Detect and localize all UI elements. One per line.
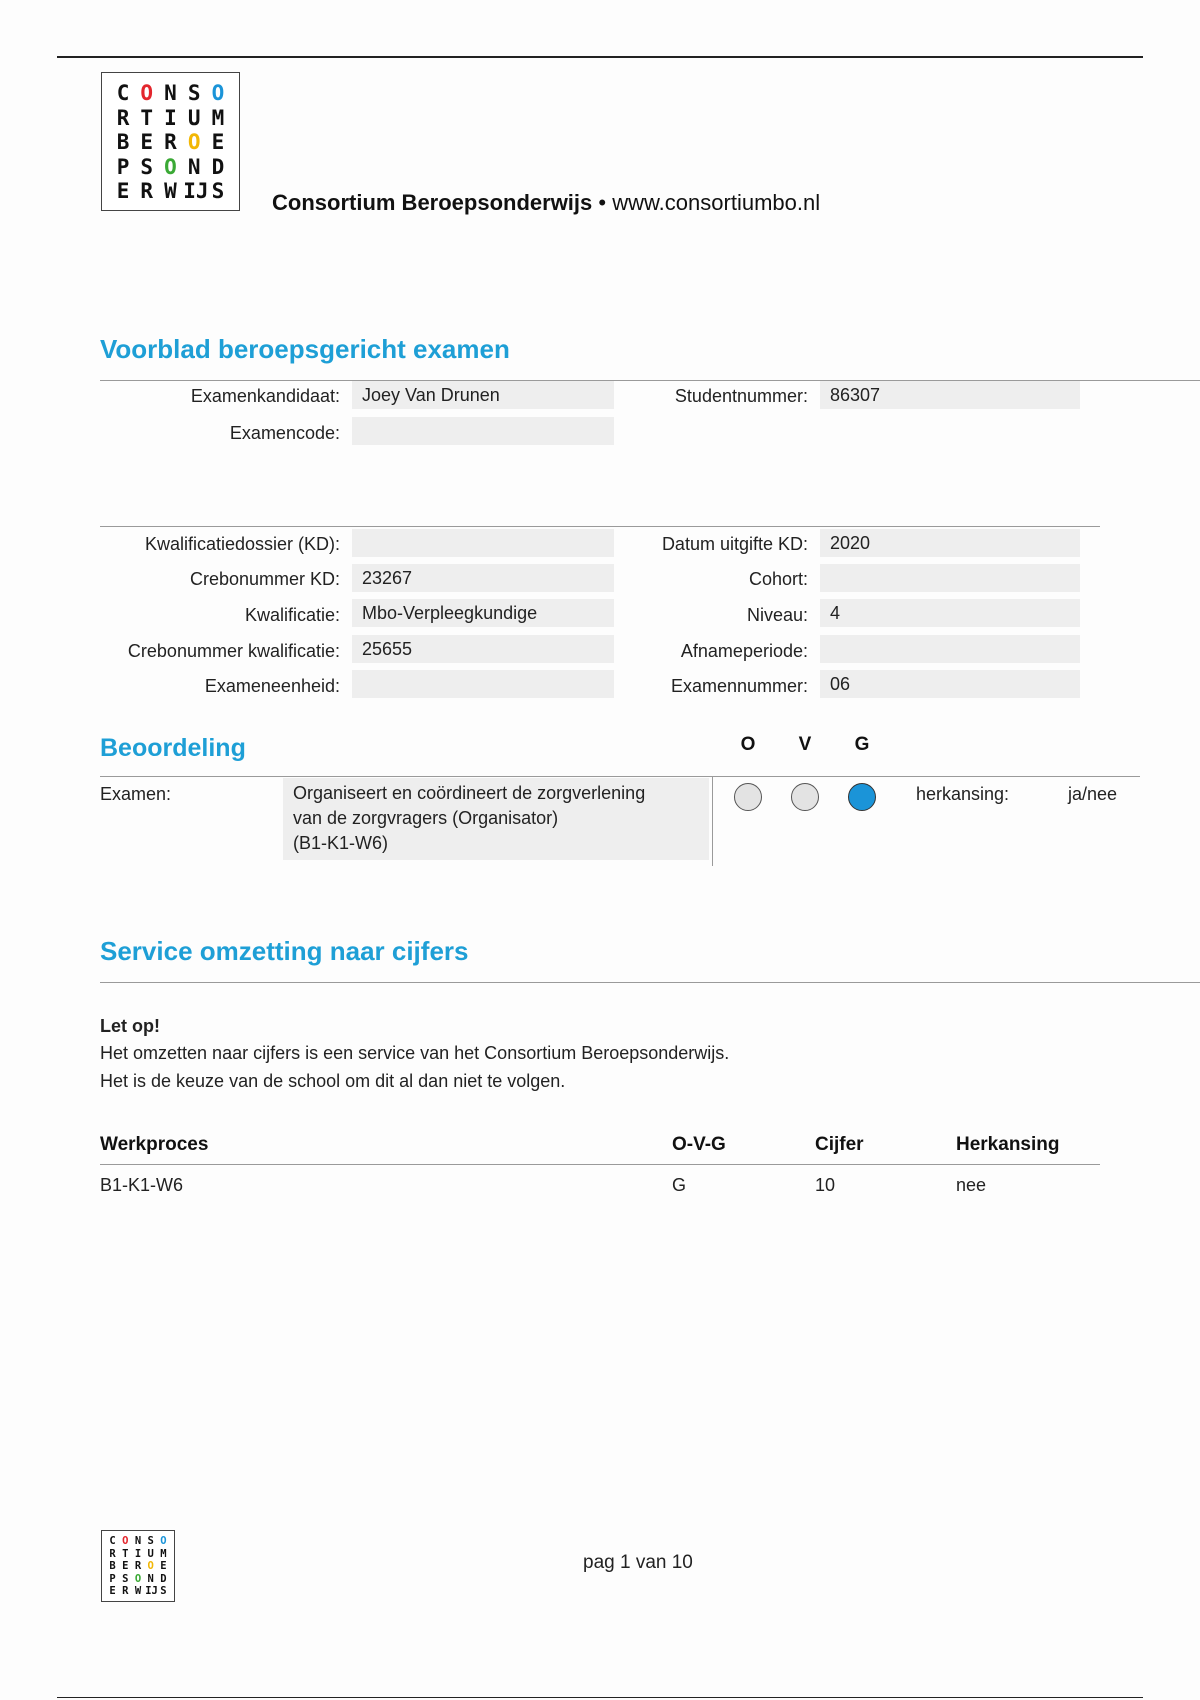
studentnummer-field[interactable]: 86307 <box>820 381 1080 409</box>
herkansing-label: herkansing: <box>916 784 1010 804</box>
logo-letter: O <box>211 81 225 105</box>
logo-letter: S <box>140 154 154 179</box>
logo-row <box>112 106 229 131</box>
logo-letter: N <box>187 154 201 179</box>
examencode-field[interactable] <box>352 417 614 445</box>
studentnummer-label: Studentnummer: <box>674 386 808 406</box>
table-header-cijfer: Cijfer <box>815 1134 864 1155</box>
logo-letter: S <box>147 1535 154 1547</box>
brand-separator: • <box>598 190 607 215</box>
table-cell-werkproces: B1-K1-W6 <box>100 1175 184 1195</box>
beoordeling-title: Beoordeling <box>100 734 246 762</box>
page-number: pag 1 van 10 <box>583 1552 693 1573</box>
logo-letter: I <box>134 1547 142 1560</box>
kwalificatie-field[interactable]: Mbo-Verpleegkundige <box>352 599 614 627</box>
logo-letter: W <box>164 179 177 204</box>
kd-field[interactable] <box>352 529 614 557</box>
note-line-1: Het omzetten naar cijfers is een service van het Consortium Beroepsonderwijs. <box>100 1043 730 1063</box>
top-rule <box>57 56 1143 58</box>
logo-row <box>107 1560 169 1573</box>
logo-letter: N <box>134 1535 142 1547</box>
logo-letter: P <box>109 1572 116 1585</box>
logo-letter: O <box>147 1560 154 1573</box>
examen-line-3: (B1-K1-W6) <box>293 833 389 853</box>
logo-letter: E <box>122 1560 129 1573</box>
datum-label: Datum uitgifte KD: <box>661 534 808 554</box>
logo-letter: N <box>147 1572 154 1585</box>
logo-letter: R <box>164 130 177 155</box>
logo-letter: E <box>160 1560 167 1573</box>
examennummer-field[interactable]: 06 <box>820 670 1080 698</box>
footer-consortium-logo <box>101 1530 175 1602</box>
logo-letter: O <box>122 1535 129 1547</box>
ovg-header-g: G <box>854 734 870 755</box>
radio-g[interactable] <box>848 783 876 811</box>
table-cell-cijfer: 10 <box>815 1175 836 1195</box>
cohort-label: Cohort: <box>748 569 808 589</box>
logo-letter: S <box>122 1572 129 1585</box>
table-header-herkansing: Herkansing <box>956 1134 1060 1155</box>
logo-letter: R <box>122 1585 129 1598</box>
logo-row <box>112 130 229 155</box>
logo-letter: T <box>122 1547 129 1560</box>
logo-letter: P <box>116 154 130 179</box>
logo-row <box>107 1535 169 1548</box>
examennummer-label: Examennummer: <box>670 676 808 696</box>
examenkandidaat-label: Examenkandidaat: <box>190 386 340 406</box>
logo-letter: C <box>109 1535 116 1547</box>
logo-letter: B <box>109 1560 116 1573</box>
examen-line-2: van de zorgvragers (Organisator) <box>293 808 559 828</box>
examenkandidaat-field[interactable]: Joey Van Drunen <box>352 381 614 409</box>
table-rule <box>100 1164 1100 1165</box>
crebo-kwalificatie-field[interactable]: 25655 <box>352 635 614 663</box>
afnameperiode-field[interactable] <box>820 635 1080 663</box>
table-cell-herkansing: nee <box>956 1175 987 1195</box>
logo-letter: IJ <box>145 1585 158 1598</box>
logo-row <box>112 179 229 204</box>
logo-letter: D <box>211 154 225 179</box>
examen-description <box>283 778 709 860</box>
logo-row <box>107 1585 169 1598</box>
service-title: Service omzetting naar cijfers <box>100 936 469 966</box>
logo-letter: N <box>164 81 177 105</box>
logo-letter: E <box>116 179 130 204</box>
cohort-field[interactable] <box>820 564 1080 592</box>
logo-letter: IJ <box>183 179 209 204</box>
logo-row <box>107 1548 169 1561</box>
herkansing-value[interactable]: ja/nee <box>1068 784 1118 804</box>
kd-rule <box>100 526 1100 527</box>
header-brand <box>272 190 820 216</box>
ovg-header-v: V <box>798 734 812 755</box>
table-header-ovg: O-V-G <box>672 1134 726 1155</box>
service-rule <box>100 982 1200 983</box>
logo-letter: O <box>134 1572 142 1585</box>
logo-letter: O <box>160 1535 167 1547</box>
logo-letter: W <box>134 1585 142 1598</box>
radio-v[interactable] <box>791 783 819 811</box>
ovg-header-o: O <box>740 734 756 755</box>
logo-letter: R <box>134 1560 142 1573</box>
brand-url[interactable]: www.consortiumbo.nl <box>612 190 821 215</box>
table-cell-ovg: G <box>672 1175 687 1195</box>
logo-letter: I <box>164 105 177 130</box>
bottom-rule <box>57 1697 1143 1698</box>
logo-letter: T <box>140 105 154 130</box>
logo-letter: B <box>116 130 130 155</box>
logo-letter: S <box>187 81 201 105</box>
crebo-kd-label: Crebonummer KD: <box>189 569 340 589</box>
logo-row <box>107 1573 169 1586</box>
logo-letter: U <box>187 105 201 130</box>
logo-letter: M <box>211 105 225 130</box>
logo-letter: C <box>116 81 130 105</box>
kwalificatie-label: Kwalificatie: <box>244 605 340 625</box>
logo-letter: R <box>140 179 154 204</box>
examen-divider <box>712 776 713 866</box>
niveau-field[interactable]: 4 <box>820 599 1080 627</box>
consortium-logo <box>101 72 240 211</box>
logo-letter: E <box>109 1585 116 1598</box>
logo-letter: M <box>160 1547 167 1560</box>
brand-name: Consortium Beroepsonderwijs <box>272 190 593 215</box>
niveau-label: Niveau: <box>746 605 808 625</box>
exameneenheid-label: Exameneenheid: <box>204 676 340 696</box>
logo-letter: E <box>140 130 154 155</box>
logo-letter: S <box>211 179 225 204</box>
exameneenheid-field[interactable] <box>352 670 614 698</box>
crebo-kwalificatie-label: Crebonummer kwalificatie: <box>127 641 340 661</box>
table-header-werkproces: Werkproces <box>100 1134 209 1155</box>
logo-letter: R <box>109 1547 116 1560</box>
logo-letter: S <box>160 1585 167 1598</box>
logo-letter: E <box>211 130 225 155</box>
logo-letter: O <box>187 130 201 155</box>
crebo-kd-field[interactable]: 23267 <box>352 564 614 592</box>
logo-row <box>112 81 229 106</box>
logo-letter: O <box>140 81 154 105</box>
datum-field[interactable]: 2020 <box>820 529 1080 557</box>
afnameperiode-label: Afnameperiode: <box>680 641 808 661</box>
logo-letter: U <box>147 1547 154 1560</box>
examencode-label: Examencode: <box>229 423 340 443</box>
voorblad-title: Voorblad beroepsgericht examen <box>100 334 510 364</box>
kd-label: Kwalificatiedossier (KD): <box>144 534 340 554</box>
examen-label: Examen: <box>100 784 172 804</box>
beoordeling-rule <box>100 776 1140 777</box>
note-title: Let op! <box>100 1016 160 1036</box>
note-line-2: Het is de keuze van de school om dit al dan niet te volgen. <box>100 1071 566 1091</box>
examen-line-1: Organiseert en coördineert de zorgverlening <box>293 783 646 803</box>
logo-row <box>112 155 229 180</box>
logo-letter: O <box>164 154 177 179</box>
logo-letter: R <box>116 105 130 130</box>
logo-letter: D <box>160 1572 167 1585</box>
radio-o[interactable] <box>734 783 762 811</box>
